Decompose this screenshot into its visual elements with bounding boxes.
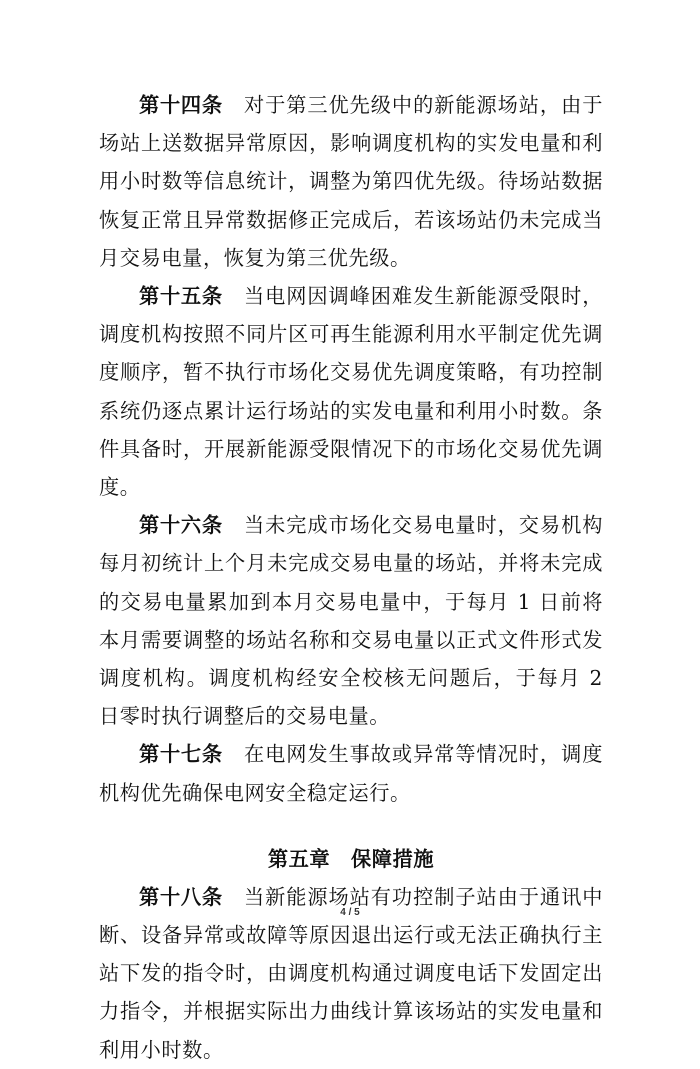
article-15	[99, 277, 603, 506]
document-body	[99, 86, 603, 1069]
article-16	[99, 506, 603, 735]
article-17	[99, 735, 603, 811]
article-body: 当新能源场站有功控制子站由于通讯中断、设备异常或故障等原因退出运行或无法正确执行主站下发的指令时，由调度机构通过调度电话下发固定出力指令，并根据实际出力曲线计算该场站的实发电量和利用小时数。	[99, 884, 604, 1062]
article-title: 第十四条	[139, 93, 223, 117]
article-body: 对于第三优先级中的新能源场站，由于场站上送数据异常原因，影响调度机构的实发电量和利用小时数等信息统计，调整为第四优先级。待场站数据恢复正常且异常数据修正完成后，若该场站仍未完成当月交易电量，恢复为第三优先级。	[99, 93, 604, 270]
article-body: 当电网因调峰困难发生新能源受限时，调度机构按照不同片区可再生能源利用水平制定优先调度顺序，暂不执行市场化交易优先调度策略，有功控制系统仍逐点累计运行场站的实发电量和利用小时数。条件具备时，开展新能源受限情况下的市场化交易优先调度。	[99, 284, 604, 500]
article-body: 当未完成市场化交易电量时，交易机构每月初统计上个月未完成交易电量的场站，并将未完成的交易电量累加到本月交易电量中，于每月 1 日前将本月需要调整的场站名称和交易电量以正式文件形式发调度机构。调度机构经安全校核无问题后，于每月 2 日零时执行调整后的交易电量。	[99, 513, 604, 729]
article-body: 在电网发生事故或异常等情况时，调度机构优先确保电网安全稳定运行。	[99, 742, 604, 805]
article-14	[99, 86, 603, 277]
article-title: 第十六条	[139, 513, 223, 538]
chapter-heading: 第五章 保障措施	[267, 846, 435, 871]
article-title: 第十八条	[139, 884, 223, 909]
article-title: 第十五条	[139, 284, 223, 309]
article-title: 第十七条	[139, 742, 223, 767]
page-number: 4 / 5	[340, 907, 360, 918]
